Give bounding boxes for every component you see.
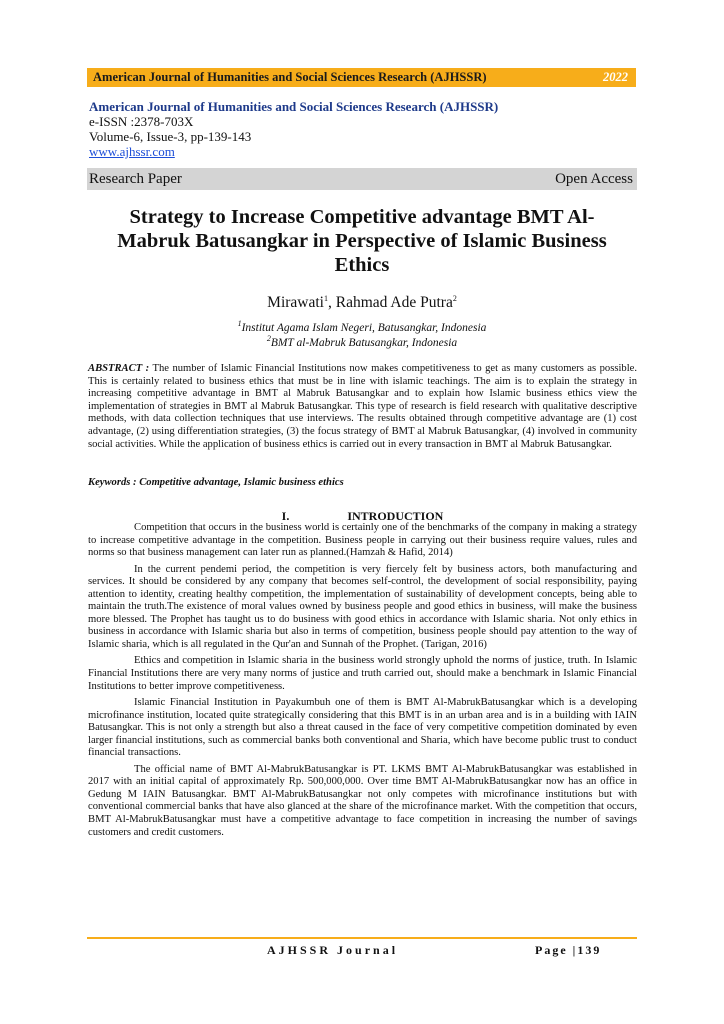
affiliation-text: BMT al-Mabruk Batusangkar, Indonesia xyxy=(270,336,458,349)
header-journal-name: American Journal of Humanities and Social Sciences Research (AJHSSR) xyxy=(93,70,487,84)
section-title: INTRODUCTION xyxy=(347,509,444,523)
footer-divider xyxy=(87,937,637,939)
journal-volume: Volume-6, Issue-3, pp-139-143 xyxy=(89,129,252,144)
footer-journal-label: AJHSSR Journal xyxy=(267,943,399,957)
author-affiliation-mark: 1 xyxy=(323,294,328,303)
affiliation-mark: 1 xyxy=(237,319,242,328)
footer-page xyxy=(535,943,601,958)
author-separator: , xyxy=(327,294,336,312)
abstract-text: The number of Islamic Financial Institutions now makes competitiveness to get as many customers as possible. This is certainly related to business ethics that must be in line with islamic teachings. The aim is to explain the strategy in increasing competitive advantage in BMT al Mabruk Batusangkar and to explain how Islamic business ethics view the implementation of strategies in BMT al Mabruk Batusangkar. This type of research is field research with qualitative descriptive methods, with data collection techniques that use interviews. The results obtained through competitive advantage are (1) cost advantage, (2) using differentiation strategies, (3) the focus strategy of BMT al Mabruk Batusangkar, (4) involved in community social activities. While the application of business ethics is carried out in every transaction in BMT al Mabruk Batusangkar. xyxy=(88,363,637,450)
paragraph: Ethics and competition in Islamic sharia in the business world strongly uphold the norms of justice, truth. In Islamic Financial Institutions there are very many norms of justice and truth carried out, should make a benchmark in Islamic Financial Institutions to better improve competitiveness. xyxy=(88,655,637,692)
paragraph: Islamic Financial Institution in Payakumbuh one of them is BMT Al-MabrukBatusangkar which is a developing microfinance institution, located quite strategically considering that this BMT is in an urban area and is in a building with IAIN Batusangkar. This is not only a strength but also a threat caused in the face of very competitive competition dominated by even larger financial institutions, such as commercial banks both conventional and Sharia, which have become public trust to conduct financial transactions. xyxy=(88,697,637,759)
affiliation xyxy=(88,319,636,334)
section-number: I. xyxy=(281,509,290,523)
author-list xyxy=(88,294,636,312)
author-name: Rahmad Ade Putra xyxy=(335,294,453,312)
journal-info xyxy=(89,99,637,159)
affiliation-mark: 2 xyxy=(266,334,271,343)
title-line: Ethics xyxy=(334,254,390,276)
paper-title xyxy=(88,205,636,277)
title-line: Strategy to Increase Competitive advantage BMT Al- xyxy=(129,206,595,228)
paragraph: Competition that occurs in the business world is certainly one of the benchmarks of the company in making a strategy to increase competitive advantage in the competition. Business people in carrying out their business require values, rules and norms so that business management can later run as planned.(Hamzah & Hafid, 2014) xyxy=(88,522,637,559)
paragraph: The official name of BMT Al-MabrukBatusangkar is PT. LKMS BMT Al-MabrukBatusangkar was established in 2017 with an initial capital of approximately Rp. 500,000,000. Over time BMT Al-MabrukBatusangkar now has an office in Gedung M IAIN Batusangkar. BMT Al-MabrukBatusangkar not only competes with microfinance institutions but with conventional commercial banks that have also glanced at the share of the microfinance market. With the competition that occurs, BMT Al-MabrukBatusangkar must have a competitive advantage to face competition in increasing the number of savings customers and credit customers. xyxy=(88,763,637,838)
open-access-label: Open Access xyxy=(555,170,633,187)
abstract xyxy=(88,363,637,451)
title-line: Mabruk Batusangkar in Perspective of Islamic Business xyxy=(117,230,607,252)
author-affiliation-mark: 2 xyxy=(452,294,457,303)
journal-website-link[interactable]: www.ajhssr.com xyxy=(89,144,175,159)
paragraph: In the current pendemi period, the competition is very fiercely felt by business actors, both manufacturing and services. It should be considered by any company that becomes self-control, the development of social responsibility, paying attention to identity, creating healthy competition, the implementation of sustainability of development concepts, being able to maintain the truth.The existence of moral values owned by business people and good ethics in business, will make the business more blessed. The Prophet has taught us to do business with good ethics in accordance with Islamic sharia. Not only ethics in business in accordance with Islamic sharia but also in terms of competition, business people should pay attention to the way of Islamic sharia, which is all regulated in the Qur'an and Sunnah of the Prophet. (Tarigan, 2016) xyxy=(88,563,637,650)
journal-name: American Journal of Humanities and Social Sciences Research (AJHSSR) xyxy=(89,99,499,114)
page-label: Page | xyxy=(535,943,578,957)
journal-header-band xyxy=(87,68,636,87)
page-number: 139 xyxy=(577,943,602,957)
body-text xyxy=(88,522,637,843)
affiliation xyxy=(88,334,636,349)
journal-issn: e-ISSN :2378-703X xyxy=(89,114,194,129)
keywords: Keywords : Competitive advantage, Islamic business ethics xyxy=(88,477,344,488)
abstract-label: ABSTRACT : xyxy=(88,363,150,374)
author-name: Mirawati xyxy=(267,294,324,312)
header-year: 2022 xyxy=(603,70,628,84)
affiliation-text: Institut Agama Islam Negeri, Batusangkar, Indonesia xyxy=(241,321,487,334)
article-type-bar xyxy=(87,168,637,190)
article-type: Research Paper xyxy=(89,170,182,187)
